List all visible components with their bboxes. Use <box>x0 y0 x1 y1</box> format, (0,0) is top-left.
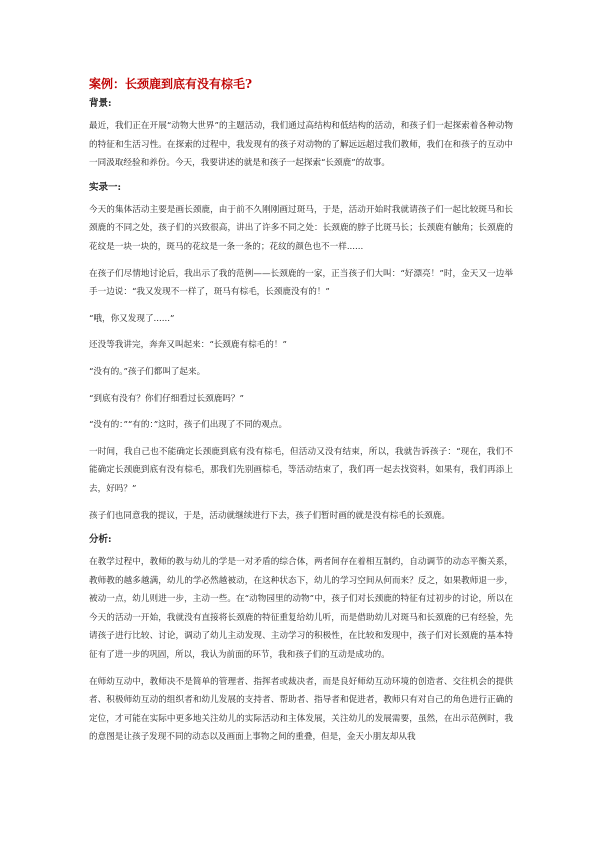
paragraph: 还没等我讲完，奔奔又叫起来：“长颈鹿有棕毛的！” <box>89 340 287 351</box>
section-heading-record-one: 实录一: <box>89 181 122 193</box>
paragraph: “哦，你又发现了......” <box>89 313 175 324</box>
paragraph: “没有的。”孩子们都叫了起来。 <box>89 366 206 377</box>
paragraph: 在孩子们尽情地讨论后，我出示了我的范例——长颈鹿的一家，正当孩子们大叫：“好漂亮！”时，金天又一边举手一边说：“我又发现不一样了，斑马有棕毛，长颈鹿没有的！” <box>89 268 513 298</box>
paragraph: 在师幼互动中，教师决不是简单的管理者、指挥者或裁决者，而是良好师幼互动环境的创造者、交往机会的提供者、积极师幼互动的组织者和幼儿发展的支持者、帮助者、指导者和促进者，教师只有对自己的角色进行正确的定位，才可能在实际中更多地关注幼儿的实际活动和主体发展，关注幼儿的发展需要，虽然，在出示范例时，我的意图是让孩子发现不同的动态以及画面上事物之间的重叠，但是，金天小朋友却从我 <box>89 676 513 743</box>
paragraph: 一时间，我自己也不能确定长颈鹿到底有没有棕毛，但活动又没有结束，所以，我就告诉孩子：“现在，我们不能确定长颈鹿到底有没有棕毛，那我们先别画棕毛，等活动结束了，我们再一起去找资料，如果有，我们再添上去，好吗？” <box>89 446 513 494</box>
section-heading-background: 背景: <box>89 98 112 109</box>
paragraph: 最近，我们正在开展“动物大世界”的主题活动，我们通过高结构和低结构的活动，和孩子们一起探索着各种动物的特征和生活习性。在探索的过程中，我发现有的孩子对动物的了解远远超过我们教师，我们在和孩子的互动中一同汲取经验和养份。今天，我要讲述的就是和孩子一起探索“长颈鹿”的故事。 <box>89 121 513 169</box>
paragraph: “没有的：”“有的：”这时，孩子们出现了不同的观点。 <box>89 420 288 431</box>
paragraph: “到底有没有？你们仔细看过长颈鹿吗？” <box>89 393 244 404</box>
paragraph: 在教学过程中，教师的教与幼儿的学是一对矛盾的综合体，两者间存在着相互制约，自动调节的动态平衡关系，教师教的越多越满，幼儿的学必然越被动，在这种状态下，幼儿的学习空间从何而来？反之，如果教师退一步，被动一点，幼儿则进一步，主动一些。在“动物园里的动物”中，孩子们对长颈鹿的特征有过初步的讨论，所以在今天的活动一开始，我就没有直接将长颈鹿的特征重复给幼儿听，而是借助幼儿对斑马和长颈鹿的已有经验，先请孩子进行比较、讨论，调动了幼儿主动发现、主动学习的积极性，在比较和发现中，孩子们对长颈鹿的基本特征有了进一步的巩固，所以，我认为前面的环节，我和孩子们的互动是成功的。 <box>89 557 513 661</box>
case-title: 案例：长颈鹿到底有没有棕毛? <box>89 77 253 91</box>
document-page <box>89 76 513 755</box>
section-record-one <box>89 181 513 525</box>
section-heading-analysis: 分析: <box>89 534 112 546</box>
section-background <box>89 97 513 173</box>
section-analysis <box>89 533 513 747</box>
paragraph: 孩子们也同意我的提议，于是，活动就继续进行下去，孩子们暂时画的就是没有棕毛的长颈鹿。 <box>89 510 450 521</box>
paragraph: 今天的集体活动主要是画长颈鹿，由于前不久刚刚画过斑马，于是，活动开始时我就请孩子们一起比较斑马和长颈鹿的不同之处，孩子们的兴致很高，讲出了许多不同之处：长颈鹿的脖子比斑马长；长颈鹿有触角；长颈鹿的花纹是一块一块的，斑马的花纹是一条一条的；花纹的颜色也不一样...... <box>89 204 513 252</box>
